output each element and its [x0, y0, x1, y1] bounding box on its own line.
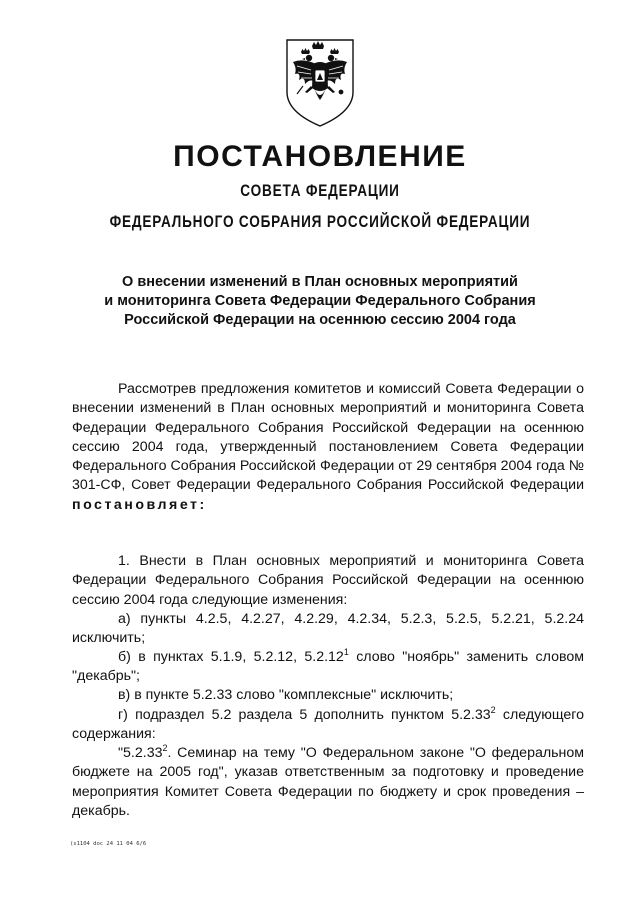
item-1-paragraph: 1. Внести в План основных мероприятий и мониторинга Совета Федерации Федерального Собрания Российской Федерации на осеннюю сессию 2004 года следующие изменения: [72, 553, 584, 608]
item-1-quote-superscript: 2 [162, 743, 168, 753]
item-1-quote-text-1: "5.2.33 [118, 745, 163, 761]
item-1-g-text-1: г) подраздел 5.2 раздела 5 дополнить пунктом 5.2.33 [118, 707, 491, 723]
intro-text: Рассмотрев предложения комитетов и комиссий Совета Федерации о внесении изменений в План основных мероприятий и мониторинга Совета Федерации Федерального Собрания Российской Федерации на осеннюю сессию 2004 года, утвержденный постановлением Совета Федерации Федерального Собрания Российской Федерации от 29 сентября 2004 года № 301-СФ, Совет Федерации Федерального Собрания Российской Федерации [72, 381, 584, 494]
heading-line-2: и мониторинга Совета Федерации Федерального Собрания [104, 293, 536, 309]
document-footer-ref: (s1104 doc 24 11 04 6/6 [70, 841, 147, 847]
resolution-heading [40, 273, 600, 330]
item-1-a: а) пункты 4.2.5, 4.2.27, 4.2.29, 4.2.34, 5.2.3, 5.2.5, 5.2.21, 5.2.24 исключить; [72, 611, 584, 647]
document-title: ПОСТАНОВЛЕНИЕ [173, 140, 467, 173]
item-1-g-text-2: следующего содержания: [72, 707, 584, 743]
item-1-quote-text-2: . Семинар на тему "О Федеральном законе "О федеральном бюджете на 2005 год", указав ответственным за подготовку и проведение мероприятия Комитет Совета Федерации по бюджету и срок проведения – декабрь. [72, 745, 584, 819]
item-1-b-superscript: 1 [343, 647, 349, 657]
document-subtitle-council: СОВЕТА ФЕДЕРАЦИИ [240, 181, 400, 200]
item-1-g [72, 706, 584, 745]
document-subtitle-assembly: ФЕДЕРАЛЬНОГО СОБРАНИЯ РОССИЙСКОЙ ФЕДЕРАЦИИ [109, 212, 531, 231]
russian-coat-of-arms-icon [283, 36, 357, 128]
intro-paragraph [72, 380, 584, 515]
item-1-g-superscript: 2 [490, 705, 496, 715]
heading-line-1: О внесении изменений в План основных мероприятий [122, 274, 518, 290]
item-1-quote [72, 744, 584, 821]
item-1-b-text-1: б) в пунктах 5.1.9, 5.2.12, 5.2.12 [118, 649, 344, 665]
resolves-word: постановляет: [72, 496, 207, 513]
item-1-v: в) в пункте 5.2.33 слово "комплексные" исключить; [118, 687, 454, 703]
item-1-b [72, 648, 584, 687]
item-1-b-text-2: слово "ноябрь" заменить словом "декабрь"; [72, 649, 584, 685]
heading-line-3: Российской Федерации на осеннюю сессию 2004 года [124, 312, 516, 328]
